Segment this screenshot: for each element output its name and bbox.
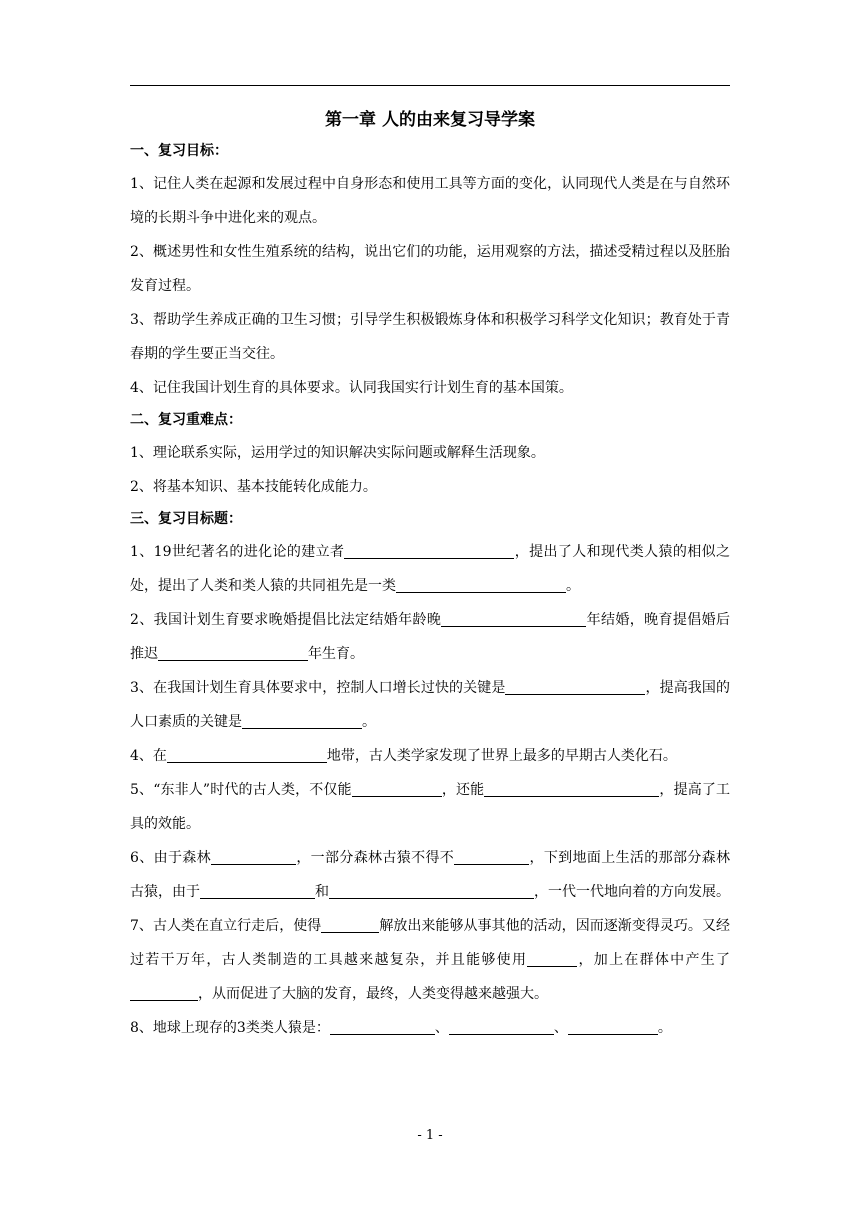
question-text: ，提出了人和现代类人猿的相似之处，提出了人类和类人猿的共同祖先是一类 — [130, 544, 730, 594]
question-1 — [130, 535, 730, 603]
answer-blank[interactable] — [329, 882, 534, 899]
question-8 — [130, 1011, 730, 1045]
question-text: 解放出来能够从事其他的活动，因而逐渐变得灵巧。又经过若干万年，古人类制造的工具越来越复杂，并且能够使用 — [130, 918, 730, 968]
question-text: ，一部分森林古猿不得不 — [295, 850, 455, 866]
answer-blank[interactable] — [454, 848, 529, 865]
question-4 — [130, 739, 730, 773]
question-6 — [130, 841, 730, 909]
question-text: 和 — [315, 884, 329, 900]
goal-item-1: 1、记住人类在起源和发展过程中自身形态和使用工具等方面的变化，认同现代人类是在与自然环境的长期斗争中进化来的观点。 — [130, 176, 730, 226]
key-point-1: 1、理论联系实际，运用学过的知识解决实际问题或解释生活现象。 — [130, 445, 545, 461]
question-text: 。 — [566, 578, 580, 594]
answer-blank[interactable] — [344, 542, 514, 559]
question-text: 2、我国计划生育要求晚婚提倡比法定结婚年龄晚 — [130, 612, 442, 628]
question-text: 。 — [362, 714, 376, 730]
question-text: 地带，古人类学家发现了世界上最多的早期古人类化石。 — [326, 748, 677, 764]
page-number: - 1 - — [417, 1128, 443, 1143]
answer-blank[interactable] — [505, 678, 645, 695]
goal-item-4: 4、记住我国计划生育的具体要求。认同我国实行计划生育的基本国策。 — [130, 380, 573, 396]
answer-blank[interactable] — [330, 1018, 435, 1035]
key-point-2: 2、将基本知识、基本技能转化成能力。 — [130, 479, 377, 495]
document-body — [130, 104, 730, 1045]
goal-item-3: 3、帮助学生养成正确的卫生习惯；引导学生积极锻炼身体和积极学习科学文化知识；教育处于青春期的学生要正当交往。 — [130, 312, 730, 362]
question-text: 年结婚，晚育提倡婚后推迟 — [130, 612, 731, 662]
question-text: ，一代一代地向着的方向发展。 — [534, 884, 730, 900]
question-text: ，加上在群体中产生了 — [577, 952, 731, 968]
question-text: 。 — [657, 1020, 672, 1036]
question-2 — [130, 603, 730, 671]
answer-blank[interactable] — [568, 1018, 658, 1035]
answer-blank[interactable] — [484, 780, 659, 797]
question-text: ，提高我国的人口素质的关键是 — [130, 680, 730, 730]
section-heading-questions: 三、复习目标题： — [130, 511, 242, 527]
question-text: 4、在 — [130, 748, 167, 764]
answer-blank[interactable] — [200, 882, 315, 899]
goal-item-2: 2、概述男性和女性生殖系统的结构，说出它们的功能，运用观察的方法，描述受精过程以及胚胎发育过程。 — [130, 244, 730, 294]
question-text: 、 — [434, 1020, 449, 1036]
answer-blank[interactable] — [441, 610, 586, 627]
question-text: ，下到地面上生活的那部分森林古猿，由于 — [130, 850, 730, 900]
answer-blank[interactable] — [167, 746, 327, 763]
question-text: ，提高了工具的效能。 — [130, 782, 731, 832]
section-heading-key-points: 二、复习重难点： — [130, 412, 242, 428]
question-text: ，还能 — [441, 782, 485, 798]
answer-blank[interactable] — [130, 984, 198, 1001]
question-5 — [130, 773, 730, 841]
answer-blank[interactable] — [211, 848, 296, 865]
question-text: 8、地球上现存的3类类人猿是： — [130, 1020, 330, 1036]
answer-blank[interactable] — [242, 712, 362, 729]
question-7 — [130, 909, 730, 1011]
question-text: 6、由于森林 — [130, 850, 211, 866]
question-text: 7、古人类在直立行走后，使得 — [130, 918, 322, 934]
question-text: ，从而促进了大脑的发育，最终，人类变得越来越强大。 — [198, 986, 548, 1002]
section-heading-goals: 一、复习目标： — [130, 143, 228, 159]
answer-blank[interactable] — [449, 1018, 554, 1035]
answer-blank[interactable] — [321, 916, 379, 933]
question-text: 年生育。 — [308, 646, 364, 662]
answer-blank[interactable] — [527, 950, 577, 967]
header-rule — [130, 85, 730, 86]
question-text: 5、“东非人”时代的古人类，不仅能 — [130, 782, 352, 798]
question-text: 3、在我国计划生育具体要求中，控制人口增长过快的关键是 — [130, 680, 506, 696]
question-text: 、 — [553, 1020, 568, 1036]
question-text: 1、19世纪著名的进化论的建立者 — [130, 544, 345, 560]
answer-blank[interactable] — [352, 780, 442, 797]
page-title: 第一章 人的由来复习导学案 — [325, 110, 535, 130]
question-3 — [130, 671, 730, 739]
answer-blank[interactable] — [158, 644, 308, 661]
answer-blank[interactable] — [396, 576, 566, 593]
